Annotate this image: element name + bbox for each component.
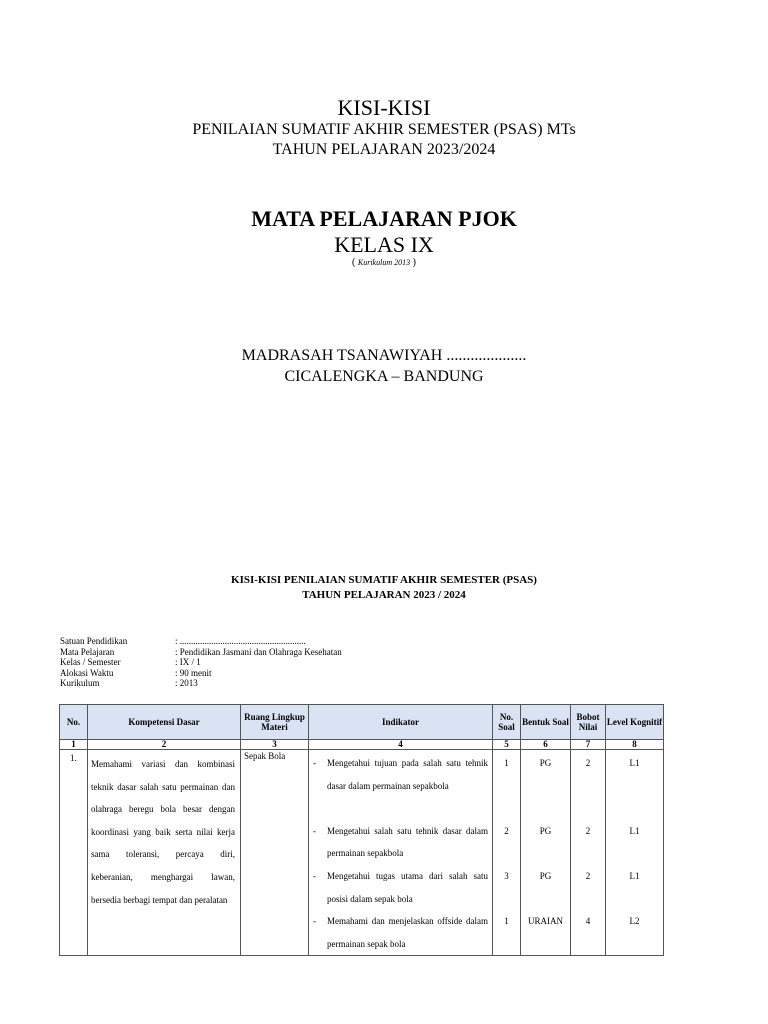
bobot-nilai: 2	[585, 825, 591, 836]
info-row	[60, 668, 342, 679]
info-label: Satuan Pendidikan	[60, 636, 128, 646]
sheet-heading-2: TAHUN PELAJARAN 2023 / 2024	[302, 589, 466, 601]
curriculum-close: )	[410, 257, 416, 268]
info-value: : IX / 1	[175, 657, 201, 667]
indikator-dash: -	[313, 916, 316, 927]
sheet-heading-1: KISI-KISI PENILAIAN SUMATIF AKHIR SEMESTER (PSAS)	[231, 574, 537, 586]
kompetensi-dasar: Memahami variasi dan kombinasi teknik dasar salah satu permainan dan olahraga beregu bola besar dengan koordinasi yang baik serta nilai kerja sama toleransi, percaya diri, keberanian, menghargai lawan, bersedia berbagi tempat dan peralatan	[88, 750, 241, 956]
bentuk-soal: PG	[539, 870, 552, 881]
level-kognitif: L1	[629, 870, 640, 881]
col-number: 6	[521, 740, 571, 750]
col-number: 1	[60, 740, 88, 750]
curriculum-open: (	[352, 257, 358, 268]
info-row	[60, 647, 342, 658]
indikator-text: Mengetahui tugas utama dari salah satu posisi dalam sepak bola	[327, 870, 488, 904]
header-no-soal: No. Soal	[493, 705, 521, 740]
info-block	[60, 636, 342, 689]
row-number: 1.	[60, 750, 88, 956]
no-soal: 3	[504, 870, 509, 881]
bentuk-soal: URAIAN	[528, 916, 563, 927]
no-soal-cell	[493, 750, 521, 956]
info-value: : ........................................................	[175, 636, 306, 646]
header-materi: Ruang Lingkup Materi	[241, 705, 309, 740]
col-number: 4	[309, 740, 493, 750]
cover-subject: MATA PELAJARAN PJOK	[251, 206, 517, 231]
bobot-nilai: 4	[585, 916, 591, 927]
column-number-row	[60, 740, 664, 750]
cover-curriculum	[0, 257, 768, 268]
info-label: Alokasi Waktu	[60, 667, 114, 678]
indikator-text: Mengetahui tujuan pada salah satu tehnik dasar dalam permainan sepakbola	[327, 758, 488, 791]
bobot-nilai-cell	[571, 750, 606, 956]
level-kognitif-cell	[606, 750, 664, 956]
info-label: Mata Pelajaran	[60, 646, 115, 657]
indikator-cell	[309, 750, 493, 956]
cover-title: KISI-KISI	[337, 95, 431, 120]
header-no: No.	[60, 705, 88, 740]
indikator-item	[313, 865, 488, 910]
header-bobot-nilai: Bobot Nilai	[571, 705, 606, 740]
header-bentuk-soal: Bentuk Soal	[521, 705, 571, 740]
indikator-dash: -	[313, 870, 316, 881]
table-row	[60, 750, 664, 956]
indikator-item	[313, 910, 488, 955]
info-value: : Pendidikan Jasmani dan Olahraga Kesehatan	[175, 646, 342, 657]
school-location: CICALENGKA – BANDUNG	[284, 368, 484, 385]
info-row	[60, 678, 342, 689]
cover-class: KELAS IX	[334, 232, 434, 257]
level-kognitif: L2	[629, 916, 640, 927]
no-soal: 1	[504, 758, 509, 768]
table-header-row	[60, 705, 664, 740]
header-indikator: Indikator	[309, 705, 493, 740]
ruang-lingkup: Sepak Bola	[241, 750, 309, 956]
info-value: : 2013	[175, 678, 198, 688]
bentuk-soal-cell	[521, 750, 571, 956]
header-level-kognitif: Level Kognitif	[606, 705, 664, 740]
cover-subtitle-1: PENILAIAN SUMATIF AKHIR SEMESTER (PSAS) MTs	[192, 121, 576, 138]
indikator-item	[313, 820, 488, 865]
info-value: : 90 menit	[175, 667, 212, 678]
header-kompetensi: Kompetensi Dasar	[88, 705, 241, 740]
col-number: 5	[493, 740, 521, 750]
bentuk-soal: PG	[539, 825, 552, 836]
bobot-nilai: 2	[585, 870, 591, 881]
kisi-table	[59, 704, 664, 956]
indikator-dash: -	[313, 758, 316, 768]
info-row	[60, 657, 342, 668]
indikator-text: Mengetahui salah satu tehnik dasar dalam permainan sepakbola	[327, 825, 488, 859]
info-row	[60, 636, 342, 647]
col-number: 7	[571, 740, 606, 750]
level-kognitif: L1	[629, 758, 640, 768]
bentuk-soal: PG	[539, 758, 552, 768]
cover-subtitle-2: TAHUN PELAJARAN 2023/2024	[272, 141, 496, 158]
no-soal: 1	[504, 916, 509, 927]
info-label: Kelas / Semester	[60, 657, 121, 667]
indikator-item	[313, 752, 488, 820]
curriculum-name: Kurikulum 2013	[357, 258, 411, 267]
indikator-dash: -	[313, 825, 316, 836]
info-label: Kurikulum	[60, 678, 100, 688]
level-kognitif: L1	[629, 825, 640, 836]
no-soal: 2	[504, 825, 509, 836]
col-number: 2	[88, 740, 241, 750]
school-name: MADRASAH TSANAWIYAH ....................	[241, 347, 527, 364]
indikator-text: Memahami dan menjelaskan offside dalam permainan sepak bola	[327, 916, 488, 949]
col-number: 3	[241, 740, 309, 750]
col-number: 8	[606, 740, 664, 750]
bobot-nilai: 2	[585, 758, 591, 768]
